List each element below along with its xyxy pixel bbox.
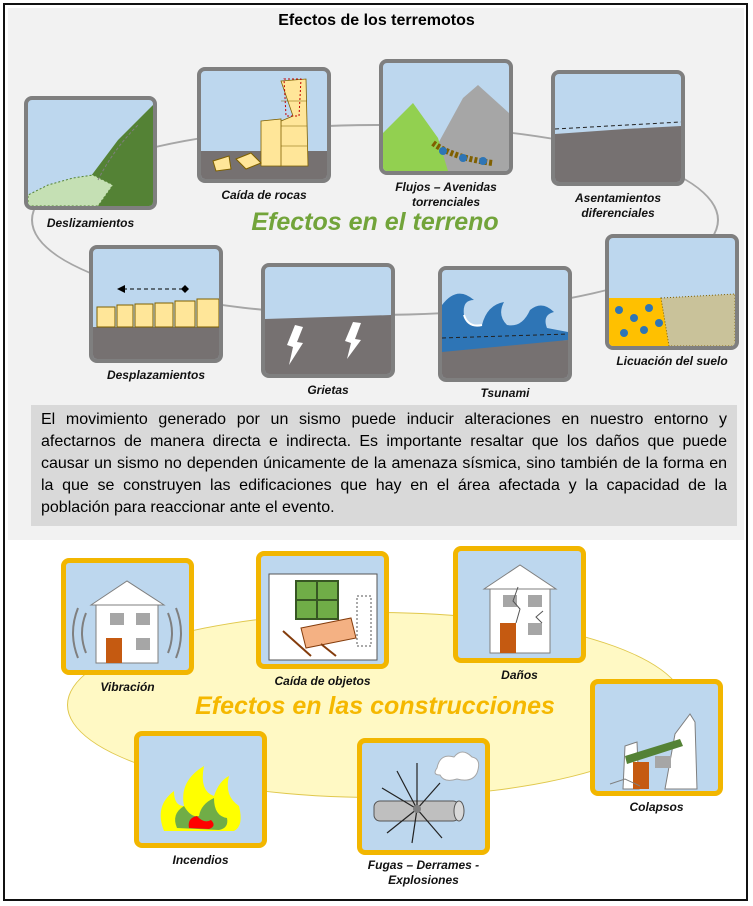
leaks-card: [357, 738, 490, 855]
falling-objects-icon: [261, 556, 384, 664]
leaks-icon: [362, 743, 485, 850]
displacement-label: Desplazamientos: [106, 368, 206, 382]
displacement-icon: [93, 249, 219, 359]
rockfall-icon: [201, 71, 327, 179]
vibration-card: [61, 558, 194, 675]
fires-icon: [139, 736, 262, 843]
cracks-card: [261, 263, 395, 378]
rockfall-card: [197, 67, 331, 183]
page-title: Efectos de los terremotos: [278, 12, 475, 29]
displacement-card: [89, 245, 223, 363]
landslide-icon: [28, 100, 153, 206]
settlement-card: [551, 70, 685, 186]
fires-label: Incendios: [172, 853, 229, 867]
settlement-icon: [555, 74, 681, 182]
falling-objects-label: Caída de objetos: [274, 674, 371, 688]
collapse-icon: [595, 684, 718, 791]
liquefaction-icon: [609, 238, 735, 346]
falling-objects-card: [256, 551, 389, 669]
landslide-card: [24, 96, 157, 210]
debris-flow-card: [379, 59, 513, 175]
landslide-label: Deslizamientos: [46, 216, 135, 230]
settlement-label: Asentamientos diferenciales: [574, 191, 662, 220]
damage-label: Daños: [501, 668, 538, 682]
vibration-icon: [66, 563, 189, 670]
tsunami-icon: [442, 270, 568, 378]
fires-card: [134, 731, 267, 848]
liquefaction-card: [605, 234, 739, 350]
tsunami-card: [438, 266, 572, 382]
debris-flow-icon: [383, 63, 509, 171]
vibration-label: Vibración: [100, 680, 155, 694]
damage-card: [453, 546, 586, 663]
liquefaction-label: Licuación del suelo: [616, 354, 728, 368]
description-text: El movimiento generado por un sismo puede inducir alteraciones en nuestro entorno y afectarnos de manera directa e indirecta. Es importante resaltar que los daños que puede causar un sismo no dependen únicamente de la amenaza sísmica, sino también de la forma en la que se construyen las edificaciones que hay en el área afectada y la capacidad de la población para reaccionar ante el evento.: [31, 405, 737, 526]
rockfall-label: Caída de rocas: [221, 188, 307, 202]
damage-icon: [458, 551, 581, 658]
leaks-label: Fugas – Derrames - Explosiones: [367, 858, 480, 887]
cracks-icon: [265, 267, 391, 374]
building-effects-title: Efectos en las construcciones: [195, 692, 555, 720]
ground-effects-title: Efectos en el terreno: [251, 208, 499, 236]
tsunami-label: Tsunami: [480, 386, 530, 400]
cracks-label: Grietas: [307, 383, 349, 397]
collapse-card: [590, 679, 723, 796]
collapse-label: Colapsos: [629, 800, 684, 814]
debris-flow-label: Flujos – Avenidas torrenciales: [395, 180, 497, 209]
